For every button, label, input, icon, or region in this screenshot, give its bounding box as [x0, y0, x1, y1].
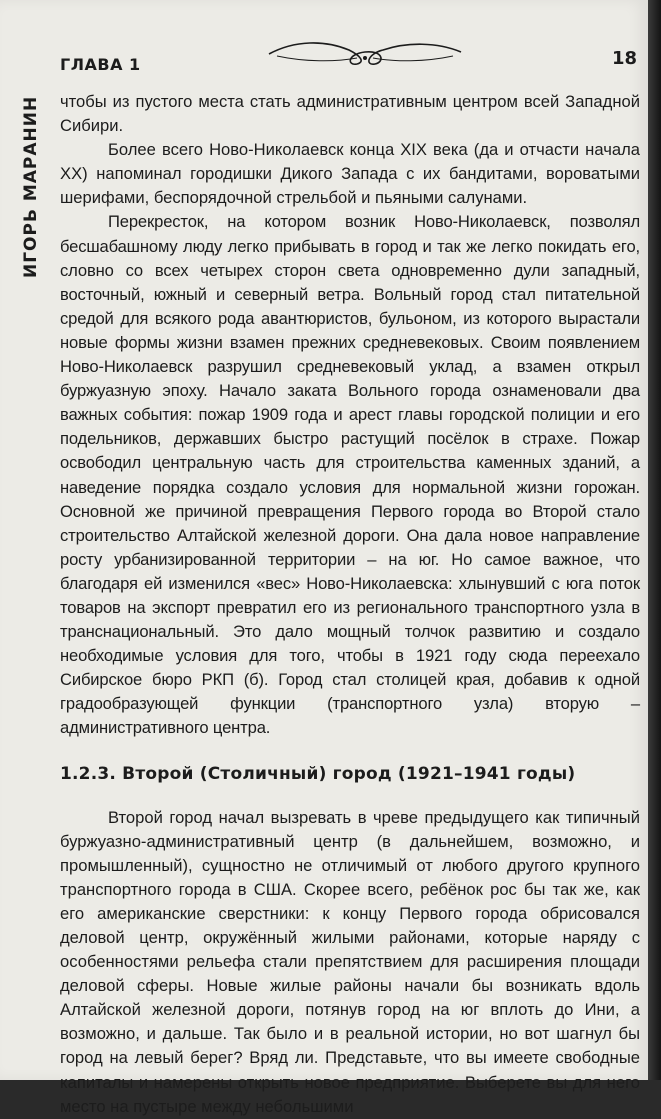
paragraph-3: Перекресток, на котором возник Ново-Николаевск, позволял бесшабашному люду легко прибывать в город и так же легко покидать его, словно со всех четырех сторон света одновременно дули западный, восточный, южный и северный ветра. Вольный город стал питательной средой для всякого рода авантюристов, бульоном, из которого вырастали новые формы жизни взамен прежних средневековых. Своим появлением Ново-Николаевск разрушил средневековый уклад, а взамен открыл буржуазную эпоху. Начало заката Вольного города ознаменовали два важных события: пожар 1909 года и арест главы городской полиции и его подельников, державших быстро растущий посёлок в страхе. Пожар освободил центральную часть для строительства каменных зданий, а наведение порядка создало условия для нормальной жизни горожан. Основной же причиной превращения Первого города во Второй стало строительство Алтайской железной дороги. Она дала новое направление росту урбанизированной территории – на юг. Но самое важное, что благодаря ей изменился «вес» Ново-Николаевска: хлынувший с юга поток товаров на экспорт превратил его из регионального транспортного узла в транснациональный. Это дало мощный толчок развитию и создало необходимые условия для того, чтобы в 1921 году сюда переехало Сибирское бюро РКП (б). Город стал столицей края, добавив к одной градообразующей функции (транспортного узла) вторую – административного центра.	[60, 212, 640, 738]
paragraph-2: Более всего Ново-Николаевск конца XIX века (да и отчасти начала XX) напоминал городишки Дикого Запада с их бандитами, вороватыми шерифами, беспорядочной стрельбой и пьяными салунами.	[60, 140, 640, 208]
paragraph-4: Второй город начал вызревать в чреве предыдущего как типичный буржуазно-административный центр (в дальнейшем, возможно, и промышленный), сущностно не отличимый от любого другого крупного транспортного города в США. Скорее всего, ребёнок рос бы так же, как его американские сверстники: к концу Первого города обрисовался деловой центр, окружённый жилыми районами, которые наряду с особенностями рельефа стали препятствием для расширения площади деловой сферы. Новые жилые районы начали бы возникать вдоль Алтайской железной дороги, потянув город на юг вплоть до Ини, а возможно, и дальше. Так было и в реальной истории, но вот шагнул бы город на левый берег? Вряд ли. Представьте, что вы имеете свободные капиталы и намерены открыть новое предприятие. Выберете вы для него место на пустыре между небольшими	[60, 807, 640, 1116]
page-body	[60, 90, 640, 1119]
paragraph-1: чтобы из пустого места стать административным центром всей Западной Сибири.	[60, 92, 640, 136]
page-edge-shadow	[648, 0, 661, 1080]
section-title: 1.2.3. Второй (Столичный) город (1921–1941 годы)	[60, 763, 576, 784]
chapter-header: ГЛАВА 1	[60, 55, 141, 74]
author-vertical-label	[18, 95, 42, 278]
author-name: ИГОРЬ МАРАНИН	[21, 95, 41, 278]
ornament-flourish-icon	[265, 32, 465, 72]
page-number: 18	[612, 48, 638, 69]
